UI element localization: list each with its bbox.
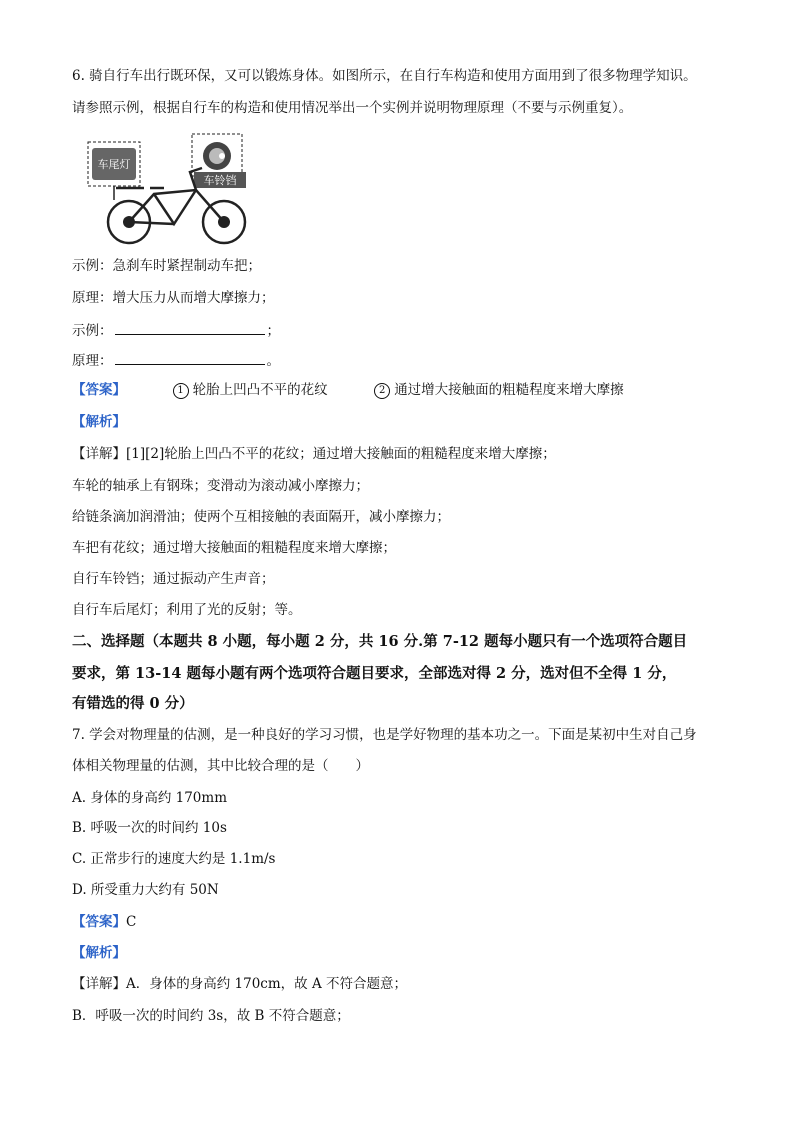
q7-answer-value: C — [126, 914, 137, 930]
q6-detail-1 — [72, 444, 556, 464]
example-label: 示例： — [72, 258, 113, 274]
section2-heading-line3: 有错选的得 0 分） — [72, 695, 194, 712]
q7-option-b[interactable]: B. 呼吸一次的时间约 10s — [72, 820, 227, 836]
answer-tag: 【答案】 — [72, 382, 126, 398]
answer-1: 轮胎上凹凸不平的花纹 — [192, 382, 328, 398]
answer-num2: 2 — [374, 383, 390, 399]
example-blank-end: ； — [266, 323, 280, 339]
q6-analysis-tag: 【解析】 — [72, 414, 126, 430]
example-text: 急刹车时紧捏制动车把； — [112, 258, 261, 274]
q7-detail-text-1: A．身体的身高约 170cm，故 A 不符合题意； — [126, 976, 408, 992]
q6-example — [72, 256, 261, 276]
principle-label: 原理： — [72, 290, 113, 306]
q6-example-blank-line — [72, 320, 280, 341]
principle-blank-label: 原理： — [72, 353, 113, 369]
q7-analysis-tag: 【解析】 — [72, 945, 126, 961]
q7-detail-1 — [72, 974, 407, 994]
q6-answer — [72, 380, 624, 400]
q6-principle-blank-line — [72, 350, 280, 371]
q7-option-c[interactable]: C. 正常步行的速度大约是 1.1m/s — [72, 851, 276, 867]
q7-answer — [72, 912, 136, 932]
q7-option-d[interactable]: D. 所受重力大约有 50N — [72, 882, 219, 898]
q7-detail-2: B．呼吸一次的时间约 3s，故 B 不符合题意； — [72, 1008, 350, 1024]
bell-label: 车铃铛 — [203, 174, 237, 187]
q7-stem-line2: 体相关物理量的估测，其中比较合理的是（ ） — [72, 758, 369, 774]
principle-text: 增大压力从而增大摩擦力； — [112, 290, 275, 306]
q6-detail-3: 给链条滴加润滑油；使两个互相接触的表面隔开，减小摩擦力； — [72, 509, 450, 525]
q6-principle — [72, 288, 275, 308]
principle-answer-blank[interactable] — [115, 350, 265, 365]
detail-tag: 【详解】 — [72, 446, 126, 462]
q7-detail-tag: 【详解】 — [72, 976, 126, 992]
taillight-label: 车尾灯 — [97, 158, 131, 171]
q6-detail-4: 车把有花纹；通过增大接触面的粗糙程度来增大摩擦； — [72, 540, 396, 556]
q6-detail-6: 自行车后尾灯；利用了光的反射；等。 — [72, 602, 302, 618]
q6-stem-line2: 请参照示例，根据自行车的构造和使用情况举出一个实例并说明物理原理（不要与示例重复）。 — [72, 100, 633, 116]
q6-detail-2: 车轮的轴承上有钢珠；变滑动为滚动减小摩擦力； — [72, 478, 369, 494]
q7-option-a[interactable]: A. 身体的身高约 170mm — [72, 790, 227, 806]
q7-answer-tag: 【答案】 — [72, 914, 126, 930]
example-answer-blank[interactable] — [115, 320, 265, 335]
section2-heading-line1: 二、选择题（本题共 8 小题，每小题 2 分，共 16 分.第 7-12 题每小题只有一个选项符合题目 — [72, 633, 688, 650]
answer-2: 通过增大接触面的粗糙程度来增大摩擦 — [394, 382, 624, 398]
section2-heading-line2: 要求，第 13-14 题每小题有两个选项符合题目要求，全部选对得 2 分，选对但不全得 1 分， — [72, 665, 677, 682]
q6-detail-5: 自行车铃铛；通过振动产生声音； — [72, 571, 275, 587]
q6-stem-line1: 6. 骑自行车出行既环保，又可以锻炼身体。如图所示，在自行车构造和使用方面用到了很多物理学知识。 — [72, 68, 697, 84]
q7-stem-line1: 7. 学会对物理量的估测，是一种良好的学习习惯，也是学好物理的基本功之一。下面是某初中生对自己身 — [72, 727, 697, 743]
bicycle-figure — [84, 132, 256, 248]
detail-text-1: [1][2]轮胎上凹凸不平的花纹；通过增大接触面的粗糙程度来增大摩擦； — [126, 446, 556, 462]
principle-blank-end: 。 — [266, 353, 280, 369]
answer-num1: 1 — [173, 383, 189, 399]
example-blank-label: 示例： — [72, 323, 113, 339]
